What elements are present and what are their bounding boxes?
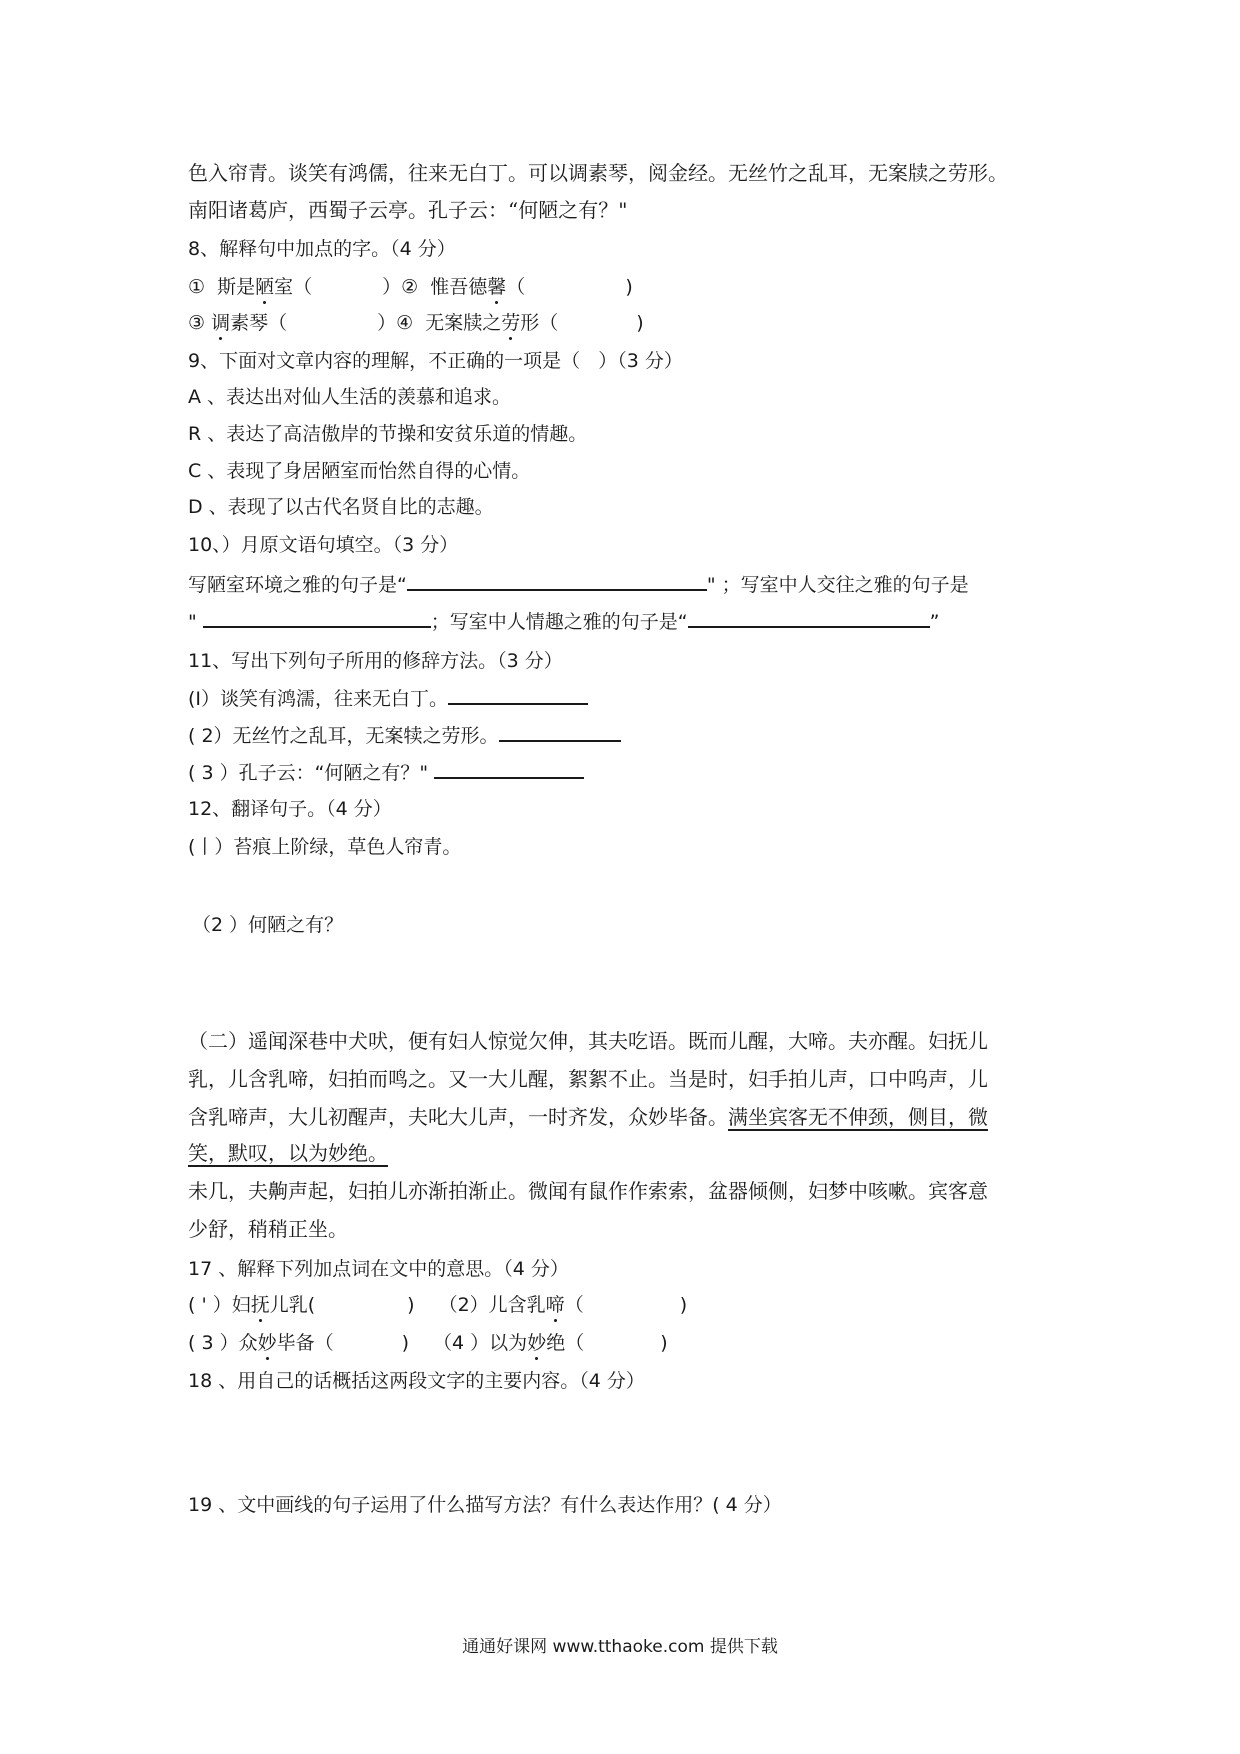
- q9-title: 9、下面对文章内容的理解，不正确的一项是（ ）（3 分）: [188, 350, 683, 372]
- q8-row2: ③ 调素琴（ ）④ 无案牍之劳形（ ): [188, 312, 644, 334]
- passage1-line1: 色入帘青。谈笑有鸿儒，往来无白丁。可以调素琴，阅金经。无丝竹之乱耳，无案牍之劳形。: [188, 161, 1008, 185]
- q12-sentence-2: （2 ）何陋之有？: [192, 914, 344, 936]
- q12-sentence-1: (丨）苔痕上阶绿，草色人帘青。: [188, 836, 462, 858]
- q10-line2: " ；写室中人情趣之雅的句子是“ ”: [188, 608, 939, 635]
- q17-dotted-char-2: 啼: [545, 1294, 565, 1316]
- passage2-line5: 未几，夫齁声起，妇拍儿亦渐拍渐止。微闻有鼠作作索索，盆器倾侧，妇梦中咳嗽。宾客意: [188, 1179, 988, 1203]
- q17-dotted-char-4: 妙: [527, 1332, 547, 1354]
- q18-title: 18 、用自己的话概括这两段文字的主要内容。（4 分）: [188, 1370, 645, 1392]
- q10-blank-2[interactable]: [203, 608, 431, 628]
- q17-dotted-char-1: 抚: [250, 1294, 270, 1316]
- q17-row1: ( ' ）妇抚儿乳( ) （2）儿含乳啼（ ): [188, 1294, 688, 1316]
- q19-title: 19 、文中画线的句子运用了什么描写方法？有什么表达作用？( 4 分）: [188, 1494, 782, 1516]
- q10-title: 10、）月原文语句填空。（3 分）: [188, 534, 459, 556]
- q17-row2: ( 3 ）众妙毕备（ ) （4 ）以为妙绝（ ): [188, 1332, 668, 1354]
- passage2-line6: 少舒，稍稍正坐。: [188, 1217, 348, 1241]
- q9-option-d: D 、表现了以古代名贤自比的志趣。: [188, 496, 494, 518]
- q10-blank-3[interactable]: [688, 608, 930, 628]
- passage2-line1: （二）遥闻深巷中犬吠，便有妇人惊觉欠伸，其夫吃语。既而儿醒，大啼。夫亦醒。妇抚儿: [188, 1029, 988, 1053]
- q11-title: 11、写出下列句子所用的修辞方法。（3 分）: [188, 650, 563, 672]
- page-footer: 通通好课网 www.tthaoke.com 提供下载: [462, 1637, 778, 1657]
- passage2-line2: 乳，儿含乳啼，妇拍而鸣之。又一大儿醒，絮絮不止。当是时，妇手拍儿声，口中呜声，儿: [188, 1067, 988, 1091]
- underlined-sentence-end: 笑，默叹，以为妙绝。: [188, 1141, 388, 1165]
- q8-row1: ① 斯是陋室（ ）② 惟吾德馨（ ): [188, 276, 633, 298]
- q11-sentence-2: ( 2）无丝竹之乱耳，无案犊之劳形。: [188, 722, 621, 749]
- q11-sentence-3: ( 3 ）孔子云：“何陋之有？": [188, 759, 584, 786]
- passage2-line3: 含乳啼声，大儿初醒声，夫叱大儿声，一时齐发，众妙毕备。满坐宾客无不伸颈，侧目，微: [188, 1105, 988, 1129]
- q9-option-b: R 、表达了高洁傲岸的节操和安贫乐道的情趣。: [188, 423, 588, 445]
- q11-blank-2[interactable]: [499, 722, 621, 742]
- q8-dotted-char-2: 馨: [487, 276, 507, 298]
- q8-dotted-char-1: 陋: [255, 276, 275, 298]
- q9-option-c: C 、表现了身居陋室而怡然自得的心情。: [188, 460, 531, 482]
- q12-title: 12、翻译句子。（4 分）: [188, 798, 392, 820]
- q8-dotted-char-3: 调: [211, 312, 231, 334]
- passage2-line4: [188, 1140, 388, 1166]
- q9-option-a: A 、表达出对仙人生活的羡慕和追求。: [188, 386, 512, 408]
- q17-title: 17 、解释下列加点词在文中的意思。（4 分）: [188, 1258, 569, 1280]
- q11-blank-3[interactable]: [434, 759, 584, 779]
- q17-dotted-char-3: 妙: [257, 1332, 277, 1354]
- q8-title: 8、解释句中加点的字。（4 分）: [188, 238, 456, 260]
- q11-sentence-1: (I）谈笑有鸿濡，往来无白丁。: [188, 685, 588, 712]
- passage1-line2: 南阳诸葛庐，西蜀子云亭。孔子云：“何陋之有？": [188, 198, 628, 222]
- q10-blank-1[interactable]: [407, 571, 707, 591]
- underlined-sentence: 满坐宾客无不伸颈，侧目，微: [728, 1105, 988, 1129]
- q10-line1: 写陋室环境之雅的句子是“ " ；写室中人交往之雅的句子是: [188, 571, 969, 598]
- q11-blank-1[interactable]: [448, 685, 588, 705]
- q8-dotted-char-4: 劳: [501, 312, 521, 334]
